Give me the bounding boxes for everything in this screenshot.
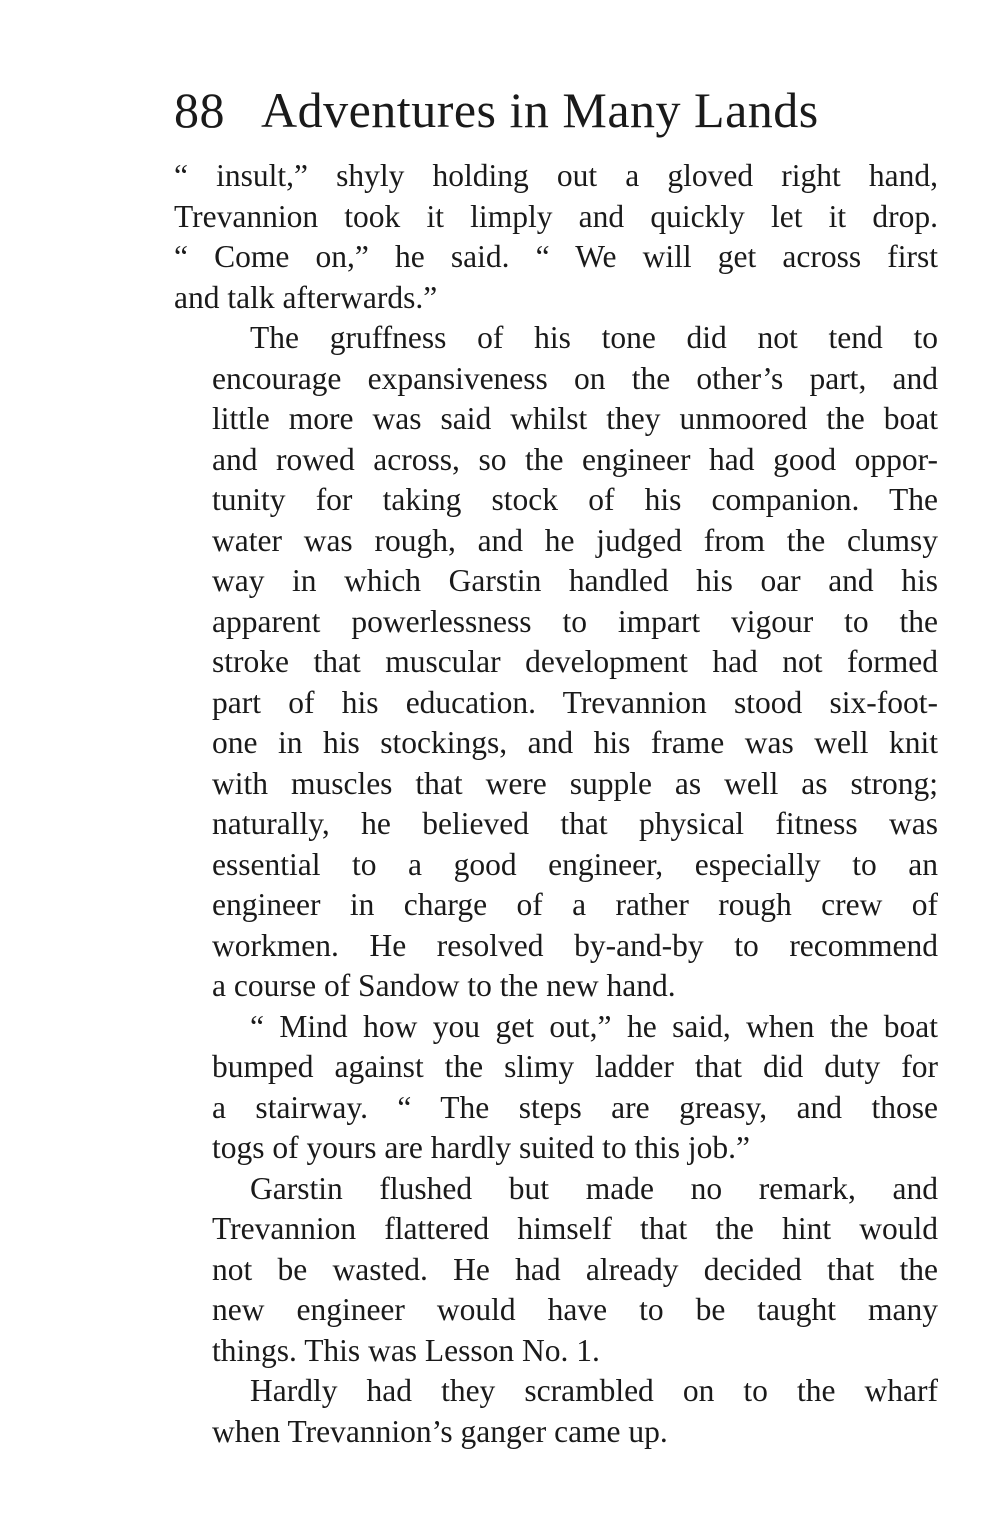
body-text	[174, 156, 938, 1452]
text-line: encourage expansiveness on the other’s part, and	[212, 360, 938, 396]
running-head	[174, 78, 938, 156]
text-line: naturally, he believed that physical fitness was	[212, 806, 938, 841]
text-line: The gruffness of his tone did not tend to	[250, 320, 938, 355]
text-line: when Trevannion’s ganger came up.	[212, 1413, 668, 1449]
text-line: a stairway. “ The steps are greasy, and those	[212, 1089, 938, 1125]
paragraph	[174, 156, 938, 318]
paragraph	[174, 1007, 938, 1169]
text-line: new engineer would have to be taught many	[212, 1292, 938, 1327]
text-line: essential to a good engineer, especially to an	[212, 846, 938, 882]
text-line: bumped against the slimy ladder that did duty for	[212, 1049, 938, 1084]
text-line: little more was said whilst they unmoored the boat	[212, 401, 938, 436]
text-line: Trevannion took it limply and quickly let it drop.	[174, 198, 938, 234]
paragraph	[174, 1371, 938, 1452]
page-number: 88	[174, 82, 225, 138]
paragraph	[174, 1169, 938, 1372]
text-line: one in his stockings, and his frame was well knit	[212, 725, 938, 760]
text-line: workmen. He resolved by-and-by to recommend	[212, 927, 938, 963]
text-line: “ Come on,” he said. “ We will get across first	[174, 239, 938, 274]
text-line: Hardly had they scrambled on to the wharf	[250, 1373, 938, 1408]
text-line: “ Mind how you get out,” he said, when the boat	[250, 1008, 938, 1044]
text-line: Garstin flushed but made no remark, and	[250, 1170, 938, 1206]
text-line: with muscles that were supple as well as strong;	[212, 765, 938, 801]
text-line: not be wasted. He had already decided that the	[212, 1251, 938, 1287]
book-page	[174, 78, 938, 1452]
text-line: water was rough, and he judged from the clumsy	[212, 522, 938, 558]
running-title: Adventures in Many Lands	[261, 82, 819, 138]
paragraph	[174, 318, 938, 1007]
text-line: part of his education. Trevannion stood six-foot-	[212, 684, 938, 720]
text-line: togs of yours are hardly suited to this job.”	[212, 1130, 751, 1165]
text-line: stroke that muscular development had not formed	[212, 644, 938, 679]
text-line: Trevannion flattered himself that the hint would	[212, 1211, 938, 1246]
text-line: tunity for taking stock of his companion. The	[212, 482, 938, 517]
text-line: way in which Garstin handled his oar and his	[212, 563, 938, 598]
text-line: “ insult,” shyly holding out a gloved right hand,	[174, 158, 938, 193]
text-line: engineer in charge of a rather rough crew of	[212, 887, 938, 922]
text-line: things. This was Lesson No. 1.	[212, 1332, 600, 1368]
text-line: a course of Sandow to the new hand.	[212, 968, 676, 1003]
text-line: and rowed across, so the engineer had good oppor-	[212, 441, 938, 477]
text-line: apparent powerlessness to impart vigour to the	[212, 603, 938, 639]
text-line: and talk afterwards.”	[174, 279, 438, 315]
